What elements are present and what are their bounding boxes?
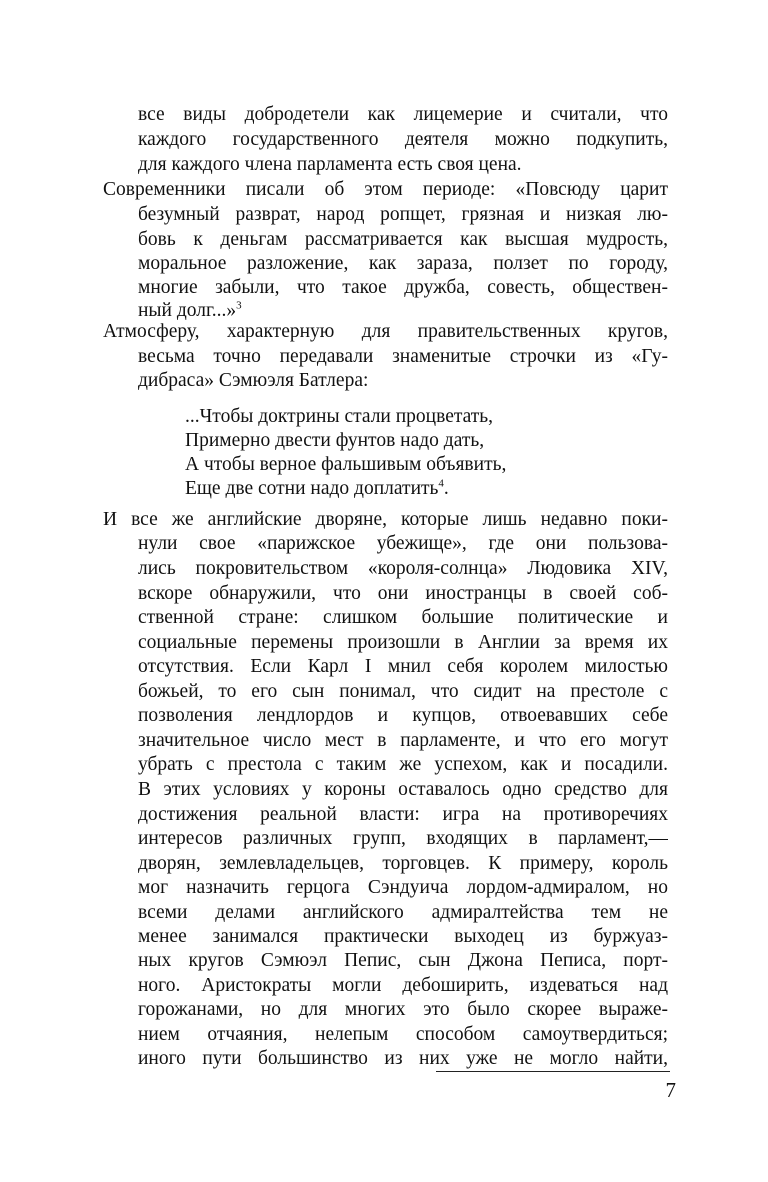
text-line: мог назначить герцога Сэндуича лордом-адмиралом, но — [138, 877, 668, 898]
paragraph-first-line: Атмосферу, характерную для правительственных кругов, — [103, 321, 668, 342]
text-line: лись покровительством «короля-солнца» Людовика XIV, — [138, 558, 668, 579]
text-line: каждого государственного деятеля можно подкупить, — [138, 129, 668, 150]
text-line: иного пути большинство из них уже не могло найти, — [138, 1048, 668, 1069]
text-line: ных кругов Сэмюэл Пепис, сын Джона Пеписа, порт- — [138, 950, 668, 971]
text-line: всеми делами английского адмиралтейства тем не — [138, 902, 668, 923]
text-line: В этих условиях у короны оставалось одно средство для — [138, 779, 668, 800]
text-line: весьма точно передавали знаменитые строчки из «Гу- — [138, 346, 668, 367]
text-line: интересов различных групп, входящих в парламент,— — [138, 828, 668, 849]
text-line: божьей, то его сын понимал, что сидит на престоле с — [138, 681, 668, 702]
text-line: безумный разврат, народ ропщет, грязная и низкая лю- — [138, 204, 668, 225]
verse-line: А чтобы верное фальшивым объявить, — [185, 454, 507, 475]
text-line: достижения реальной власти: игра на противоречиях — [138, 804, 668, 825]
text-fragment: ный долг...» — [138, 300, 237, 321]
footnote-ref-3: 3 — [236, 299, 242, 312]
text-line: все виды добродетели как лицемерие и считали, что — [138, 104, 668, 125]
text-fragment: Еще две сотни надо доплатить — [185, 478, 439, 499]
text-line: дибраса» Сэмюэля Батлера: — [138, 370, 369, 391]
text-line: значительное число мест в парламенте, и что его могут — [138, 730, 668, 751]
paragraph-first-line: Современники писали об этом периоде: «Повсюду царит — [103, 179, 668, 200]
text-line: для каждого члена парламента есть своя цена. — [138, 154, 522, 175]
text-line: многие забыли, что такое дружба, совесть, обществен- — [138, 277, 668, 298]
text-line: позволения лендлордов и купцов, отвоевавших себе — [138, 705, 668, 726]
text-line: менее занимался практически выходец из буржуаз- — [138, 926, 668, 947]
page-number: 7 — [665, 1078, 676, 1102]
footnote-ref-4: 4 — [438, 477, 444, 490]
text-line: убрать с престола с таким же успехом, как и посадили. — [138, 754, 668, 775]
text-line: горожанами, но для многих это было скорее выраже- — [138, 999, 668, 1020]
text-line: ного. Аристократы могли дебоширить, издеваться над — [138, 975, 668, 996]
footnote-rule — [436, 1071, 670, 1072]
text-line: дворян, землевладельцев, торговцев. К примеру, король — [138, 853, 668, 874]
verse-line: Примерно двести фунтов надо дать, — [185, 430, 485, 451]
text-line: нули свое «парижское убежище», где они пользова- — [138, 533, 668, 554]
text-line: бовь к деньгам рассматривается как высшая мудрость, — [138, 229, 668, 250]
verse-end-period: . — [443, 478, 449, 499]
text-line: нием отчаяния, нелепым способом самоутвердиться; — [138, 1024, 668, 1045]
text-line: социальные перемены произошли в Англии за время их — [138, 632, 668, 653]
text-line: отсутствия. Если Карл I мнил себя королем милостью — [138, 656, 668, 677]
verse-line-with-footnote — [185, 477, 585, 501]
verse-line: ...Чтобы доктрины стали процветать, — [185, 406, 494, 427]
text-line: вскоре обнаружили, что они иностранцы в своей соб- — [138, 583, 668, 604]
text-line: ственной стране: слишком большие политические и — [138, 607, 668, 628]
text-line: моральное разложение, как зараза, ползет по городу, — [138, 253, 668, 274]
paragraph-first-line: И все же английские дворяне, которые лишь недавно поки- — [103, 509, 668, 530]
